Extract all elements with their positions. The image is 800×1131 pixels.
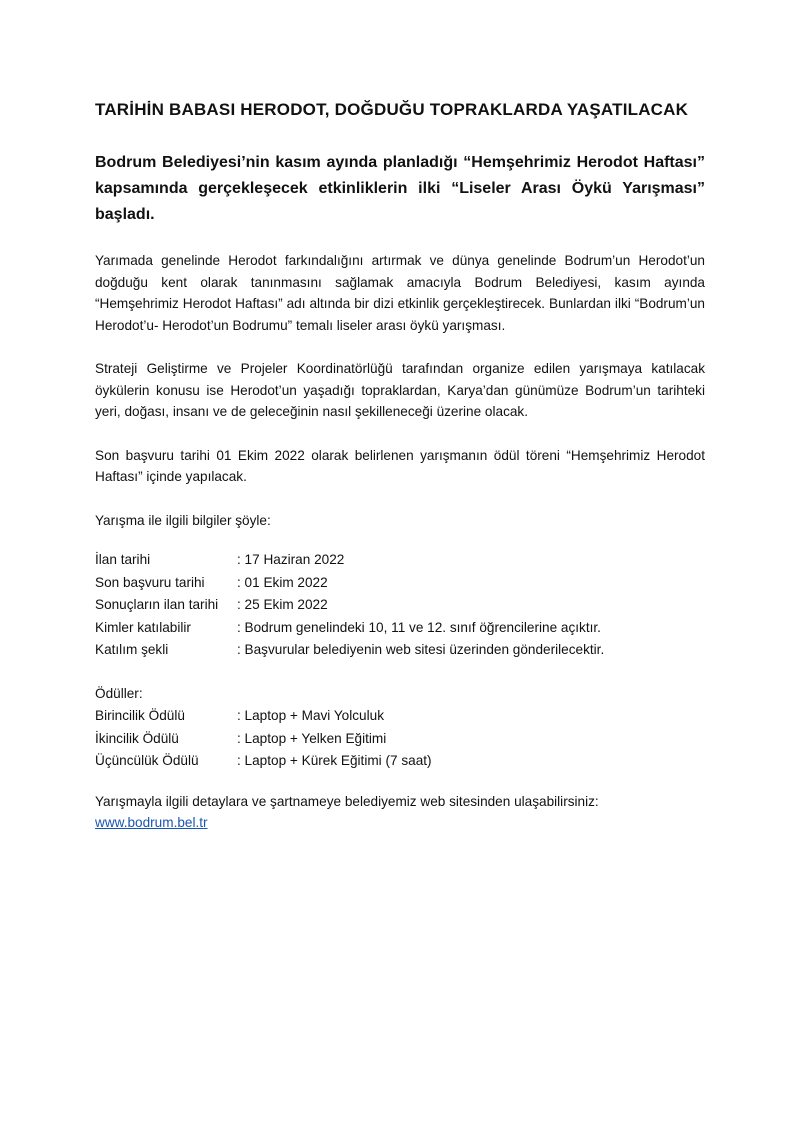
info-value: : 25 Ekim 2022 [237, 597, 328, 612]
info-label: İlan tarihi [95, 552, 151, 567]
award-value: : Laptop + Kürek Eğitimi (7 saat) [237, 753, 432, 768]
info-row-participation [95, 639, 705, 662]
info-label: Kimler katılabilir [95, 619, 191, 635]
document-title: TARİHİN BABASI HERODOT, DOĞDUĞU TOPRAKLARDA YAŞATILACAK [95, 100, 689, 119]
body-paragraph-1: Yarımada genelinde Herodot farkındalığını artırmak ve dünya genelinde Bodrum’un Herodot’un doğduğu kent olarak tanınmasını sağlamak amacıyla Bodrum Belediyesi, kasım ayında “Hemşehrimiz Herodot Haftası” adı altında bir dizi etkinlik gerçekleştirecek. Bunlardan ilki “Bodrum’un Herodot’u- Herodot’un Bodrumu” temalı liseler arası öykü yarışması. [95, 253, 705, 333]
award-label: İkincilik Ödülü [95, 730, 179, 746]
info-value: : 01 Ekim 2022 [237, 574, 328, 590]
info-value: : 17 Haziran 2022 [237, 552, 345, 567]
closing-text: Yarışmayla ilgili detaylara ve şartnameye belediyemiz web sitesinden ulaşabilirsiniz: [95, 793, 599, 809]
award-row-first [95, 705, 705, 728]
info-row-deadline [95, 572, 705, 595]
award-label: Üçüncülük Ödülü [95, 753, 199, 768]
awards-heading: Ödüller: [95, 685, 143, 701]
lead-paragraph: Bodrum Belediyesi’nin kasım ayında planladığı “Hemşehrimiz Herodot Haftası” kapsamında gerçekleşecek etkinliklerin ilki “Liseler Arası Öykü Yarışması” başladı. [95, 154, 705, 223]
info-label: Katılım şekli [95, 642, 169, 657]
info-value: : Bodrum genelindeki 10, 11 ve 12. sınıf öğrencilerine açıktır. [237, 619, 601, 635]
info-label: Sonuçların ilan tarihi [95, 597, 219, 612]
info-value: : Başvurular belediyenin web sitesi üzerinden gönderilecektir. [237, 642, 605, 657]
info-intro: Yarışma ile ilgili bilgiler şöyle: [95, 512, 271, 528]
award-value: : Laptop + Mavi Yolculuk [237, 708, 384, 723]
info-row-results-date [95, 594, 705, 617]
body-paragraph-2: Strateji Geliştirme ve Projeler Koordinatörlüğü tarafından organize edilen yarışmaya katılacak öykülerin konusu ise Herodot’un yaşadığı topraklardan, Karya’dan günümüze Bodrum’un tarihteki yeri, doğası, insanı ve de geleceğinin nasıl şekilleneceği üzerine olacak. [95, 361, 705, 419]
website-link[interactable]: www.bodrum.bel.tr [95, 815, 208, 830]
competition-info-list [95, 549, 705, 662]
awards-list [95, 705, 705, 773]
award-row-third [95, 750, 705, 773]
info-label: Son başvuru tarihi [95, 574, 205, 590]
document-page [95, 96, 705, 834]
info-row-eligibility [95, 617, 705, 640]
award-row-second [95, 728, 705, 751]
award-value: : Laptop + Yelken Eğitimi [237, 730, 387, 746]
info-row-announcement-date [95, 549, 705, 572]
closing-paragraph [95, 791, 705, 834]
body-paragraph-3: Son başvuru tarihi 01 Ekim 2022 olarak belirlenen yarışmanın ödül töreni “Hemşehrimiz Herodot Haftası” içinde yapılacak. [95, 447, 705, 484]
award-label: Birincilik Ödülü [95, 708, 185, 723]
